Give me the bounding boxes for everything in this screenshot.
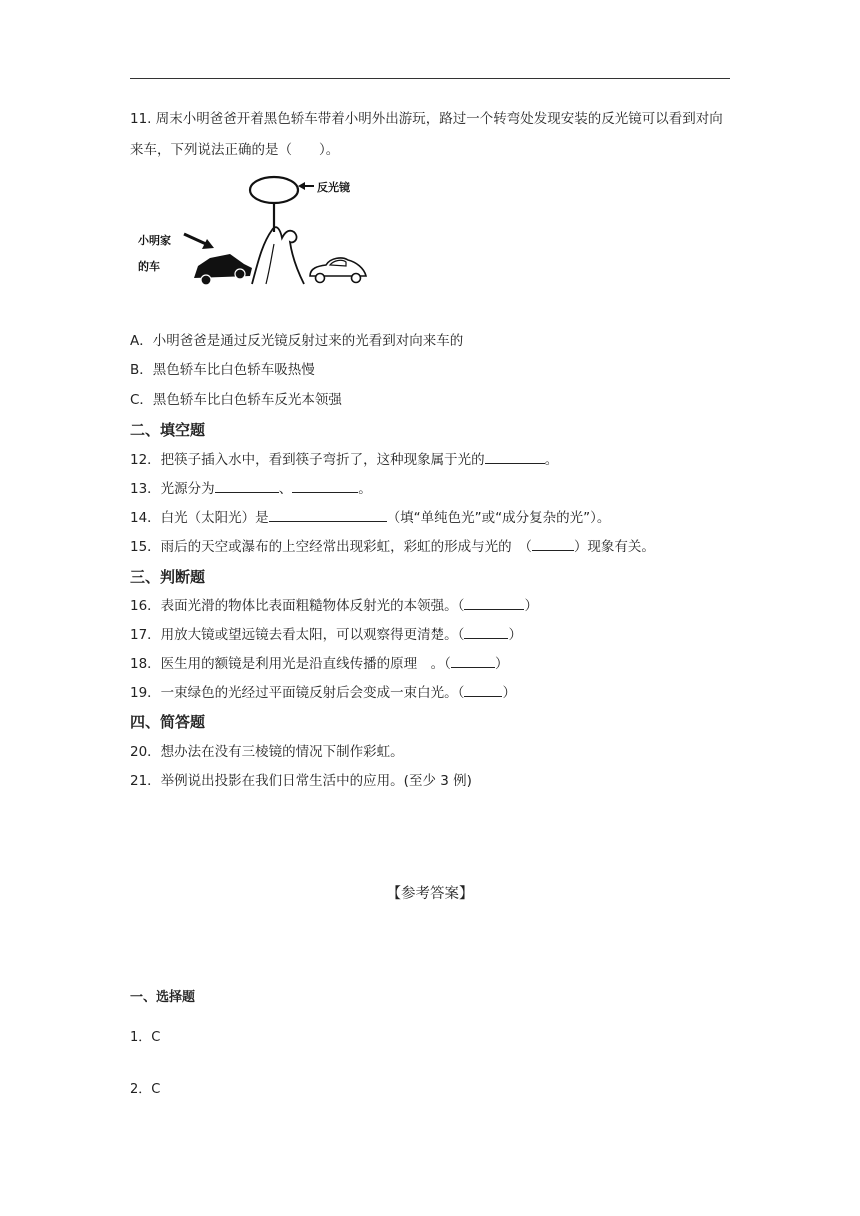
q16-blank: [464, 596, 524, 610]
answer-item-2: 2．C: [130, 1082, 161, 1097]
question-16: [130, 596, 538, 616]
question-20: 20．想办法在没有三棱镜的情况下制作彩虹。: [130, 744, 404, 760]
q17-end: ）: [508, 627, 522, 643]
mirror-arrow-head: [298, 182, 305, 190]
q15-blank: [532, 537, 574, 551]
question-17: [130, 625, 522, 645]
q12-end: 。: [544, 452, 559, 468]
q14-blank: [269, 508, 387, 522]
q12-text: 12．把筷子插入水中，看到筷子弯折了，这种现象属于光的: [130, 452, 485, 468]
q13-end: 。: [358, 481, 372, 497]
q11-option-c: C．黑色轿车比白色轿车反光本领强: [130, 392, 342, 408]
q19-end: ）: [502, 685, 516, 701]
mountain: [252, 227, 304, 284]
white-car-wheel-rear: [352, 274, 361, 283]
black-car-wheel-rear: [235, 269, 245, 279]
q18-end: ）: [494, 656, 509, 672]
q11-option-b: B．黑色轿车比白色轿车吸热慢: [130, 362, 315, 378]
q16-end: ）: [524, 598, 538, 614]
mirror-ellipse: [250, 177, 298, 203]
question-15: [130, 537, 655, 557]
answer-item-1: 1．C: [130, 1030, 161, 1045]
mountain-inner: [266, 244, 274, 284]
question-11: 11. 周末小明爸爸开着黑色轿车带着小明外出游玩，路过一个转弯处发现安装的反光镜可以看到对向来车，下列说法正确的是（ ）。: [130, 111, 723, 158]
question-21: 21．举例说出投影在我们日常生活中的应用。(至少 3 例): [130, 773, 472, 789]
answer-key-title: 【参考答案】: [386, 886, 474, 902]
q16-text: 16．表面光滑的物体比表面粗糙物体反射光的本领强。（: [130, 598, 465, 614]
car-label-line1: 小明家: [138, 234, 171, 247]
section-short-answer: 四、简答题: [130, 713, 206, 731]
mirror-road-diagram: [134, 172, 374, 302]
q12-blank: [485, 450, 545, 464]
q13-sep: 、: [278, 481, 293, 497]
q14-end: （填“单纯色光”或“成分复杂的光”）。: [386, 510, 611, 526]
question-18: [130, 654, 508, 674]
q19-blank: [464, 683, 502, 697]
question-11-figure: [134, 172, 374, 302]
q17-text: 17．用放大镜或望远镜去看太阳，可以观察得更清楚。（: [130, 627, 465, 643]
q13-blank-1: [215, 479, 279, 493]
question-13: [130, 479, 372, 499]
q11-option-a: A．小明爸爸是通过反光镜反射过来的光看到对向来车的: [130, 333, 464, 349]
q13-blank-2: [292, 479, 358, 493]
header-rule: [130, 78, 730, 79]
q15-end: ）现象有关。: [573, 539, 655, 555]
q19-text: 19．一束绿色的光经过平面镜反射后会变成一束白光。（: [130, 685, 465, 701]
section-fill-in: 二、填空题: [130, 421, 206, 439]
q14-text: 14．白光（太阳光）是: [130, 510, 269, 526]
q18-text: 18．医生用的额镜是利用光是沿直线传播的原理 。（: [130, 656, 451, 672]
mirror-label: 反光镜: [317, 181, 350, 194]
q15-text: 15．雨后的天空或瀑布的上空经常出现彩虹，彩虹的形成与光的 （: [130, 539, 532, 555]
q13-text: 13．光源分为: [130, 481, 215, 497]
question-12: [130, 450, 558, 470]
answer-section-choice: 一、选择题: [130, 990, 196, 1005]
car-arrow: [184, 234, 206, 244]
question-19: [130, 683, 516, 703]
white-car-wheel-front: [316, 274, 325, 283]
black-car-wheel-front: [201, 275, 211, 285]
car-label-line2: 的车: [138, 260, 160, 273]
q18-blank: [451, 654, 495, 668]
section-true-false: 三、判断题: [130, 568, 206, 586]
q17-blank: [464, 625, 508, 639]
question-14: [130, 508, 610, 528]
